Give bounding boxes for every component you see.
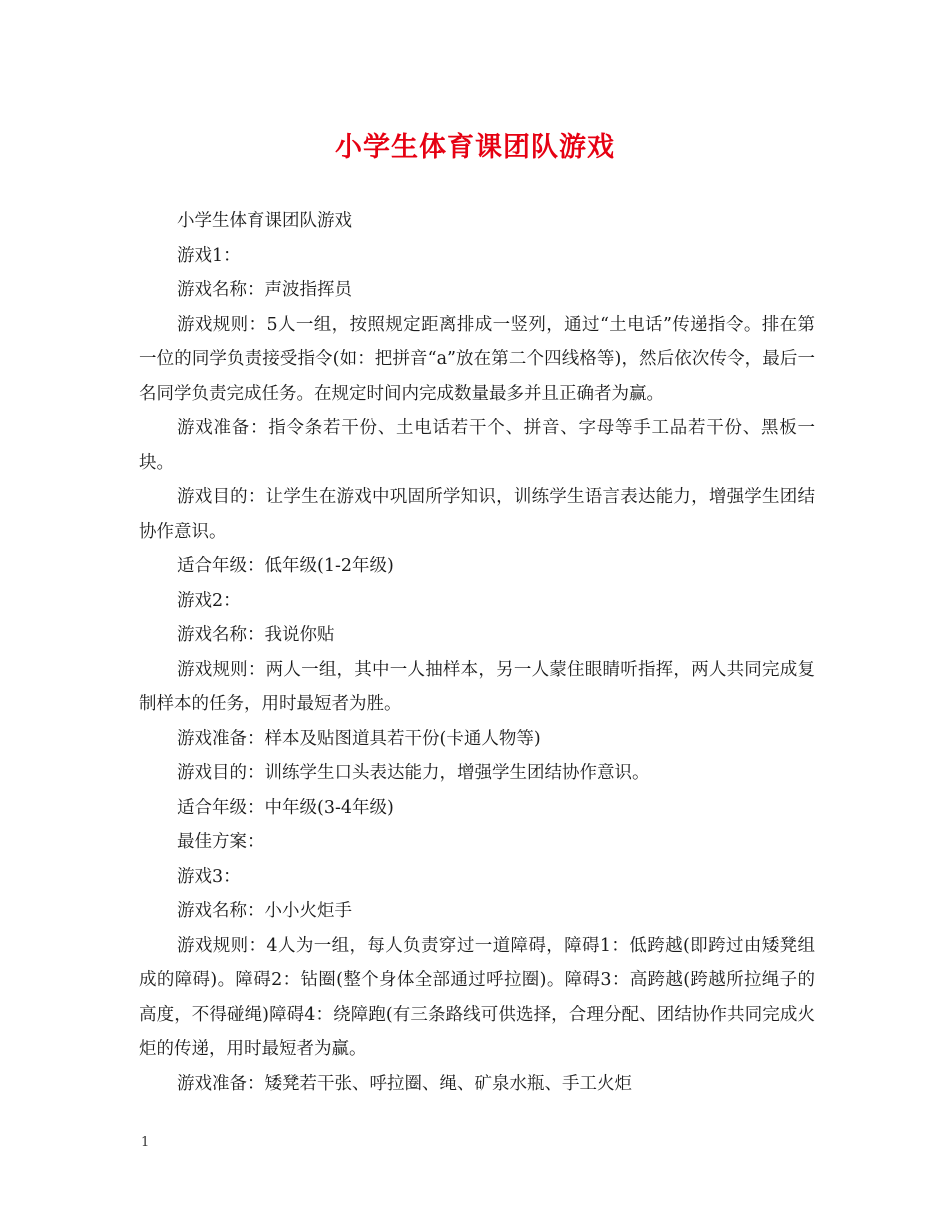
paragraph-game-3-preparation: 游戏准备：矮凳若干张、呼拉圈、绳、矿泉水瓶、手工火炬 <box>177 1073 632 1094</box>
paragraph-game-1-preparation: 游戏准备：指令条若干份、土电话若干个、拼音、字母等手工品若干份、黑板一块。 <box>139 418 815 473</box>
document-body <box>139 204 815 1101</box>
paragraph-game-1-rules: 游戏规则：5人一组，按照规定距离排成一竖列，通过“土电话”传递指令。排在第一位的同学负责接受指令(如：把拼音“a”放在第二个四线格等)，然后依次传令，最后一名同学负责完成任务。在规定时间内完成数量最多并且正确者为赢。 <box>139 314 815 404</box>
paragraph-game-2-grade: 适合年级：中年级(3-4年级) <box>177 797 394 818</box>
paragraph-game-2-purpose: 游戏目的：训练学生口头表达能力，增强学生团结协作意识。 <box>177 763 650 783</box>
paragraph-game-1-grade: 适合年级：低年级(1-2年级) <box>177 556 394 576</box>
document-title: 小学生体育课团队游戏 <box>335 132 615 163</box>
paragraph-game-1-name: 游戏名称：声波指挥员 <box>177 280 352 300</box>
paragraph-game-3-rules: 游戏规则：4人为一组，每人负责穿过一道障碍，障碍1：低跨越(即跨过由矮凳组成的障碍)。障碍2：钻圈(整个身体全部通过呼拉圈)。障碍3：高跨越(跨越所拉绳子的高度，不得碰绳)障碍4：绕障跑(有三条路线可供选择，合理分配、团结协作共同完成火炬的传递，用时最短者为赢。 <box>139 935 815 1059</box>
paragraph-game-3-heading: 游戏3： <box>177 866 241 887</box>
paragraph-game-3-name: 游戏名称：小小火炬手 <box>177 901 352 921</box>
paragraph-game-2-heading: 游戏2： <box>177 590 241 611</box>
paragraph-game-2-preparation: 游戏准备：样本及贴图道具若干份(卡通人物等) <box>177 728 541 749</box>
paragraph-game-2-rules: 游戏规则：两人一组，其中一人抽样本，另一人蒙住眼睛听指挥，两人共同完成复制样本的任务，用时最短者为胜。 <box>139 659 815 714</box>
paragraph-game-1-purpose: 游戏目的：让学生在游戏中巩固所学知识，训练学生语言表达能力，增强学生团结协作意识。 <box>139 487 815 542</box>
paragraph-subtitle: 小学生体育课团队游戏 <box>177 211 352 231</box>
paragraph-best-plan: 最佳方案： <box>177 832 265 852</box>
paragraph-game-2-name: 游戏名称：我说你贴 <box>177 625 335 645</box>
page-number: 1 <box>141 1135 150 1150</box>
paragraph-game-1-heading: 游戏1： <box>177 245 241 266</box>
